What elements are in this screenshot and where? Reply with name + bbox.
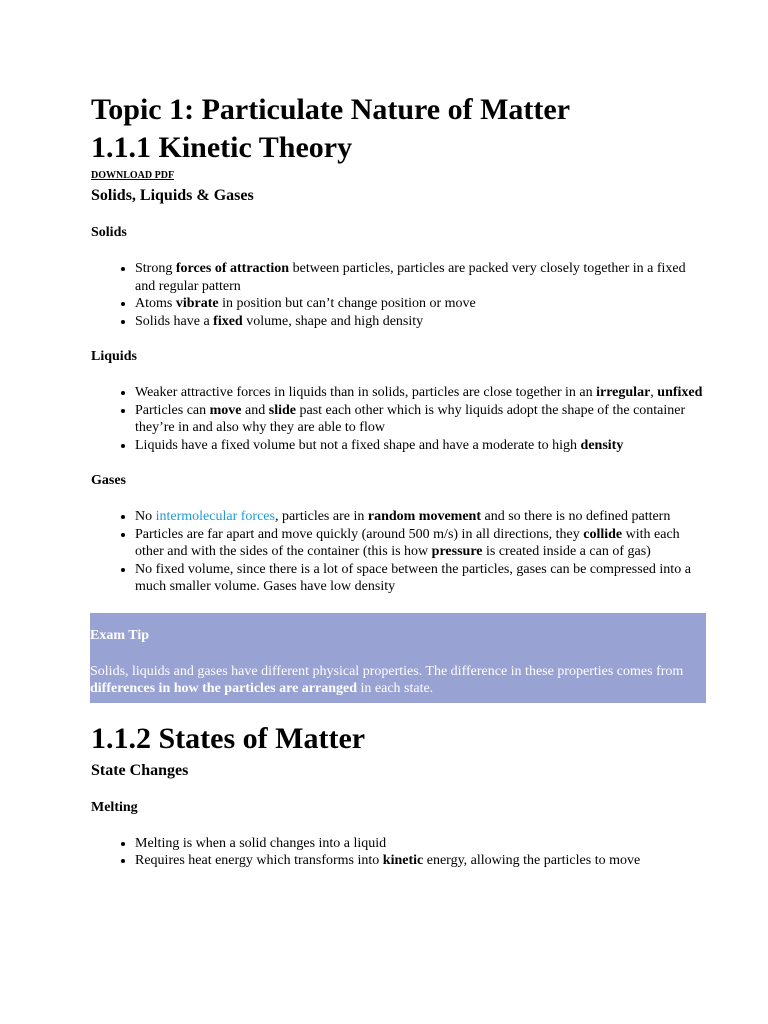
gases-heading: Gases	[91, 473, 126, 488]
list-item: • Strong forces of attraction between particles, particles are packed very closely together in a fixed and regular pattern	[135, 260, 706, 295]
solids-list	[91, 260, 706, 330]
list-item: • Melting is when a solid changes into a liquid	[135, 835, 706, 853]
section-subtitle-state-changes: State Changes	[91, 761, 189, 779]
exam-tip-box	[90, 613, 706, 703]
list-item: • Particles are far apart and move quickly (around 500 m/s) in all directions, they collide with each other and with the sides of the container (this is how pressure is created inside a can of gas)	[135, 526, 706, 561]
list-item: • Particles can move and slide past each other which is why liquids adopt the shape of the container they’re in and also why they are able to flow	[135, 402, 706, 437]
list-item: • No intermolecular forces, particles are in random movement and so there is no defined pattern	[135, 508, 706, 526]
liquids-heading: Liquids	[91, 349, 137, 364]
list-item: • No fixed volume, since there is a lot of space between the particles, gases can be compressed into a much smaller volume. Gases have low density	[135, 561, 706, 596]
list-item: • Weaker attractive forces in liquids than in solids, particles are close together in an irregular, unfixed	[135, 384, 706, 402]
exam-tip-text: Solids, liquids and gases have different physical properties. The difference in these properties comes from differences in how the particles are arranged in each state.	[90, 663, 684, 696]
list-item: • Liquids have a fixed volume but not a fixed shape and have a moderate to high density	[135, 437, 706, 455]
section-title-states-of-matter: 1.1.2 States of Matter	[91, 721, 366, 755]
section-subtitle: Solids, Liquids & Gases	[91, 187, 254, 204]
intermolecular-forces-link[interactable]: intermolecular forces	[155, 509, 275, 524]
download-pdf-link[interactable]: DOWNLOAD PDF	[91, 170, 175, 181]
melting-list	[91, 835, 706, 870]
exam-tip-title: Exam Tip	[90, 627, 150, 643]
list-item: • Atoms vibrate in position but can’t change position or move	[135, 295, 706, 313]
solids-heading: Solids	[91, 225, 127, 240]
list-item: • Requires heat energy which transforms into kinetic energy, allowing the particles to move	[135, 852, 706, 870]
melting-heading: Melting	[91, 799, 138, 815]
document-content	[91, 90, 706, 870]
topic-title: Topic 1: Particulate Nature of Matter	[91, 93, 571, 126]
liquids-list	[91, 384, 706, 454]
list-item: • Solids have a fixed volume, shape and high density	[135, 313, 706, 331]
gases-list	[91, 508, 706, 596]
section-title-kinetic-theory: 1.1.1 Kinetic Theory	[91, 131, 353, 164]
